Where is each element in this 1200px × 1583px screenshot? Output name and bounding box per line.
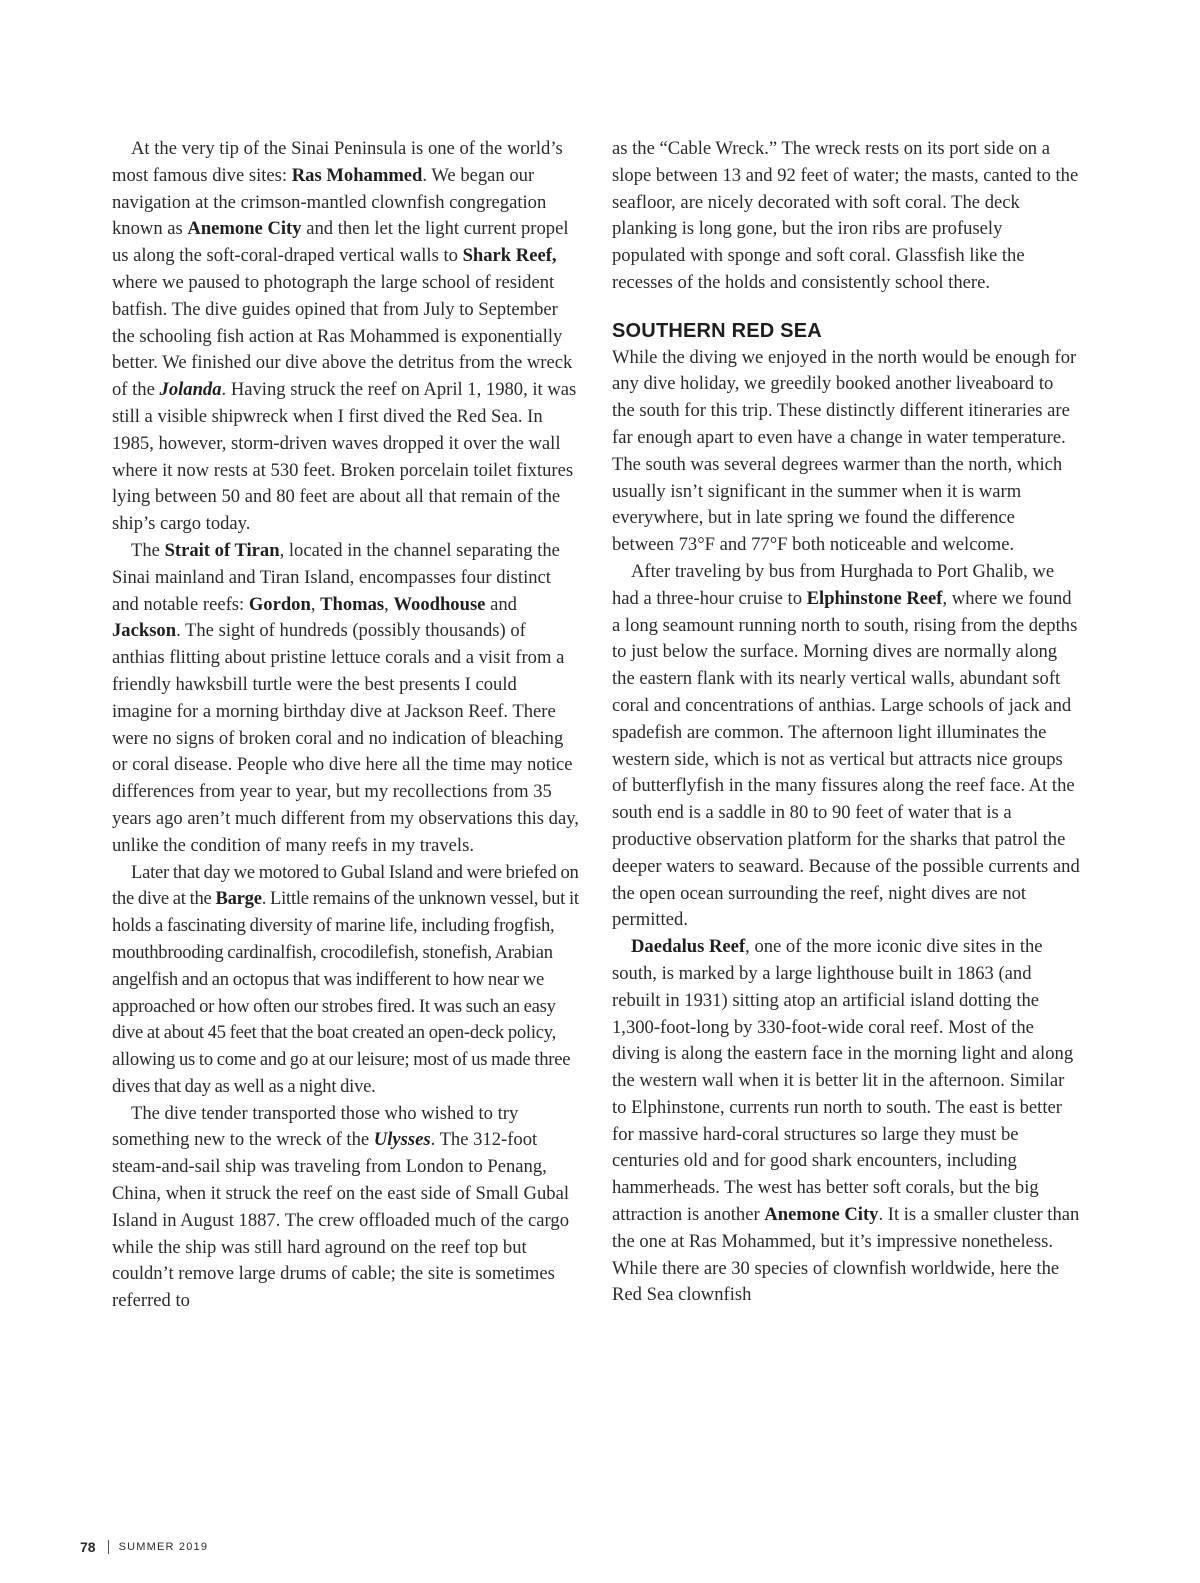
text: Later that day we motored to Gubal Island and were briefed on the dive at the xyxy=(112,861,579,910)
wreck-jolanda: Jolanda xyxy=(159,379,222,401)
site-ras-mohammed: Ras Mohammed xyxy=(291,164,423,186)
text: . It is a smaller cluster than the one at Ras Mohammed, but it’s impressive nonetheless. While there are 30 species of clownfish worldwide, here the Red Sea clownfish xyxy=(612,1204,1080,1306)
site-anemone-city: Anemone City xyxy=(187,218,302,240)
site-elphinstone-reef: Elphinstone Reef xyxy=(806,587,943,609)
site-daedalus-reef: Daedalus Reef xyxy=(631,936,746,958)
text: where we paused to photograph the large school of resident batfish. The dive guides opined that from July to September the schooling fish action at Ras Mohammed is exponentially better. We finished our dive above the detritus from the wreck of the xyxy=(112,271,573,401)
wreck-ulysses: Ulysses xyxy=(373,1129,431,1151)
paragraph-strait-of-tiran xyxy=(112,538,580,860)
footer-divider xyxy=(108,1540,109,1554)
text: . The sight of hundreds (possibly thousands) of anthias flitting about pristine lettuce corals and a visit from a friendly hawksbill turtle were the best presents I could imagine for a morning birthday dive at Jackson Reef. There were no signs of broken coral and no indication of bleaching or coral disease. People who dive here all the time may notice differences from year to year, but my recollections from 35 years ago aren’t much different from my observations this day, unlike the condition of many reefs in my travels. xyxy=(112,620,579,856)
text: as the “Cable Wreck.” The wreck rests on its port side on a slope between 13 and 92 feet of water; the masts, canted to the seafloor, are nicely decorated with soft coral. The deck planking is long gone, but the iron ribs are profusely populated with sponge and soft coral. Glassfish like the recesses of the holds and consistently school there. xyxy=(612,138,1079,293)
paragraph-elphinstone xyxy=(612,559,1080,934)
reef-gordon: Gordon xyxy=(248,593,311,615)
text: , one of the more iconic dive sites in the south, is marked by a large lighthouse built in 1863 (and rebuilt in 1931) sitting atop an artificial island dotting the 1,300-foot-long by 330-foot-wide coral reef. Most of the diving is along the eastern face in the morning light and along the western wall when it is better lit in the afternoon. Similar to Elphinstone, currents run north to south. The east is better for massive hard-coral structures so large they must be centuries old and for good shark encounters, including hammerheads. The west has better soft corals, but the big attraction is another xyxy=(612,936,1074,1226)
site-strait-of-tiran: Strait of Tiran xyxy=(164,539,280,561)
text: While the diving we enjoyed in the north would be enough for any dive holiday, we greedily booked another liveaboard to the south for this trip. These distinctly different itineraries are far enough apart to even have a change in water temperature. The south was several degrees warmer than the north, which usually isn’t significant in the summer when it is warm everywhere, but in late spring we found the difference between 73°F and 77°F both noticeable and welcome. xyxy=(612,346,1077,556)
text: and then let the light current propel us along the soft-coral-draped vertical walls to xyxy=(112,218,569,267)
page-number: 78 xyxy=(80,1538,96,1555)
paragraph-ras-mohammed xyxy=(112,136,580,538)
section-heading: SOUTHERN RED SEA xyxy=(612,319,822,342)
text: After traveling by bus from Hurghada to Port Ghalib, we had a three-hour cruise to xyxy=(612,560,1055,609)
text: The xyxy=(131,539,165,561)
paragraph-barge xyxy=(112,860,580,1101)
text: The dive tender transported those who wished to try something new to the wreck of the xyxy=(112,1102,519,1151)
text: , where we found a long seamount running north to south, rising from the depths to just below the surface. Morning dives are normally along the eastern flank with its nearly vertical walls, abundant soft coral and concentrations of anthias. Large schools of jack and spadefish are common. The afternoon light illuminates the western side, which is not as vertical but attracts nice groups of butterflyfish in the many fissures along the reef face. At the south end is a saddle in 80 to 90 feet of water that is a productive observation platform for the sharks that patrol the deeper waters to seaward. Because of the possible currents and the open ocean surrounding the reef, night dives are not permitted. xyxy=(612,587,1080,931)
right-column xyxy=(612,136,1080,1309)
page-footer xyxy=(80,1538,208,1556)
text: . The 312-foot steam-and-sail ship was traveling from London to Penang, China, when it struck the reef on the east side of Small Gubal Island in August 1887. The crew offloaded much of the cargo while the ship was still hard aground on the reef top but couldn’t remove large drums of cable; the site is sometimes referred to xyxy=(112,1129,569,1312)
reef-jackson: Jackson xyxy=(112,620,177,642)
reef-thomas: Thomas xyxy=(320,593,385,615)
site-barge: Barge xyxy=(215,888,262,910)
paragraph-ulysses xyxy=(112,1101,580,1315)
site-anemone-city: Anemone City xyxy=(764,1204,879,1226)
text: . We began our navigation at the crimson-mantled clownfish congregation known as xyxy=(112,164,547,240)
issue-label: SUMMER 2019 xyxy=(118,1540,209,1553)
text: , xyxy=(310,593,321,615)
left-column xyxy=(112,136,580,1315)
site-shark-reef: Shark Reef, xyxy=(462,245,557,267)
text: , located in the channel separating the Sinai mainland and Tiran Island, encompasses four distinct and notable reefs: xyxy=(112,539,560,615)
paragraph-cable-wreck xyxy=(612,136,1080,297)
text: . Little remains of the unknown vessel, but it holds a fascinating diversity of marine life, including frogfish, mouthbrooding cardinalfish, crocodilefish, stonefish, Arabian angelfish and an octopus that was indifferent to how near we approached or how often our strobes fired. It was such an easy dive at about 45 feet that the boat created an open-deck policy, allowing us to come and go at our leisure; most of us made three dives that day as well as a night dive. xyxy=(112,888,579,1097)
reef-woodhouse: Woodhouse xyxy=(393,593,486,615)
text: , xyxy=(384,593,394,615)
text: . Having struck the reef on April 1, 1980, it was still a visible shipwreck when I first dived the Red Sea. In 1985, however, storm-driven waves dropped it over the wall where it now rests at 530 feet. Broken porcelain toilet fixtures lying between 50 and 80 feet are about all that remain of the ship’s cargo today. xyxy=(112,379,577,535)
paragraph-southern-intro xyxy=(612,345,1080,559)
paragraph-daedalus xyxy=(612,934,1080,1309)
text: and xyxy=(485,593,517,615)
text: At the very tip of the Sinai Peninsula is one of the world’s most famous dive sites: xyxy=(112,138,563,186)
